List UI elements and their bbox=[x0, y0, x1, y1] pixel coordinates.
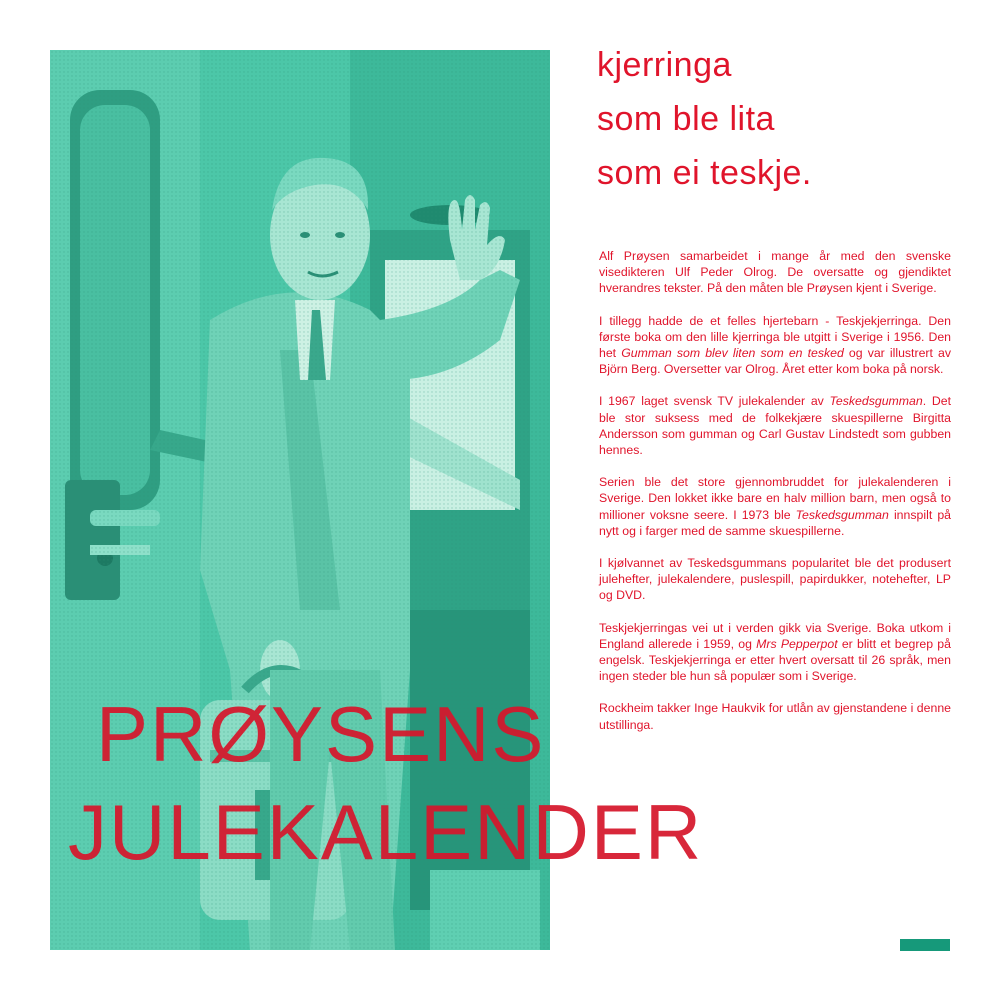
body-paragraph bbox=[599, 620, 951, 685]
italic-title: Gumman som blev liten som en tesked bbox=[621, 346, 844, 361]
paragraph-text: er blitt et begrep på engelsk. Teskjekjerringa er etter hvert oversatt til 26 språk, men ingen steder ble hun så populær som i Sverige. bbox=[599, 636, 951, 684]
headline-line-2: JULEKALENDER bbox=[68, 788, 704, 876]
body-paragraph bbox=[599, 393, 951, 458]
paragraph-text: Alf Prøysen samarbeidet i mange år med den svenske visedikteren Ulf Peder Olrog. De oversatte og gjendiktet hverandres tekster. På den måten ble Prøysen kjent i Sverige. bbox=[599, 249, 951, 296]
paragraph-text: I 1967 laget svensk TV julekalender av bbox=[599, 394, 830, 409]
body-paragraph bbox=[599, 313, 951, 378]
body-paragraph bbox=[599, 555, 951, 604]
body-paragraph bbox=[599, 474, 951, 539]
italic-title: Teskedsgumman bbox=[795, 507, 889, 522]
headline-line-1: PRØYSENS bbox=[96, 690, 546, 778]
paragraph-text: og var illustrert av Björn Berg. Oversetter var Olrog. Året etter kom boka på norsk. bbox=[599, 346, 951, 377]
body-paragraph bbox=[599, 700, 951, 732]
body-paragraph bbox=[599, 248, 951, 297]
tagline bbox=[597, 38, 977, 200]
body-text bbox=[599, 248, 951, 749]
italic-title: Mrs Pepperpot bbox=[756, 636, 838, 651]
tagline-line-3: som ei teskje. bbox=[597, 154, 812, 192]
paragraph-text: I tillegg hadde de et felles hjertebarn - Teskjekjerringa. Den første boka om den lille kjerringa ble utgitt i Sverige i 1956. Den het bbox=[599, 313, 951, 361]
tagline-line-2: som ble lita bbox=[597, 100, 775, 138]
green-accent-bar bbox=[900, 939, 950, 951]
paragraph-text: I kjølvannet av Teskedsgummans popularitet ble det produsert julehefter, julekalendere, puslespill, papirdukker, notehefter, LP og DVD. bbox=[599, 556, 951, 603]
paragraph-text: Rockheim takker Inge Haukvik for utlån av gjenstandene i denne utstillinga. bbox=[599, 701, 951, 732]
paragraph-text: Serien ble det store gjennombruddet for julekalenderen i Sverige. Den lokket ikke bare en halv million barn, men også to millioner voksne seere. I 1973 ble bbox=[599, 475, 951, 522]
paragraph-text: . Det ble stor suksess med de folkekjære skuespillerne Birgitta Andersson som gumman og Carl Gustav Lindstedt som gubben hennes. bbox=[599, 394, 951, 458]
paragraph-text: Teskjekjerringas vei ut i verden gikk via Sverige. Boka utkom i England allerede i 1959, og bbox=[599, 620, 951, 651]
italic-title: Teskedsgumman bbox=[829, 394, 923, 409]
paragraph-text: innspilt på nytt og i farger med de samme skuespillerne. bbox=[599, 507, 951, 538]
tagline-line-1: kjerringa bbox=[597, 46, 732, 84]
